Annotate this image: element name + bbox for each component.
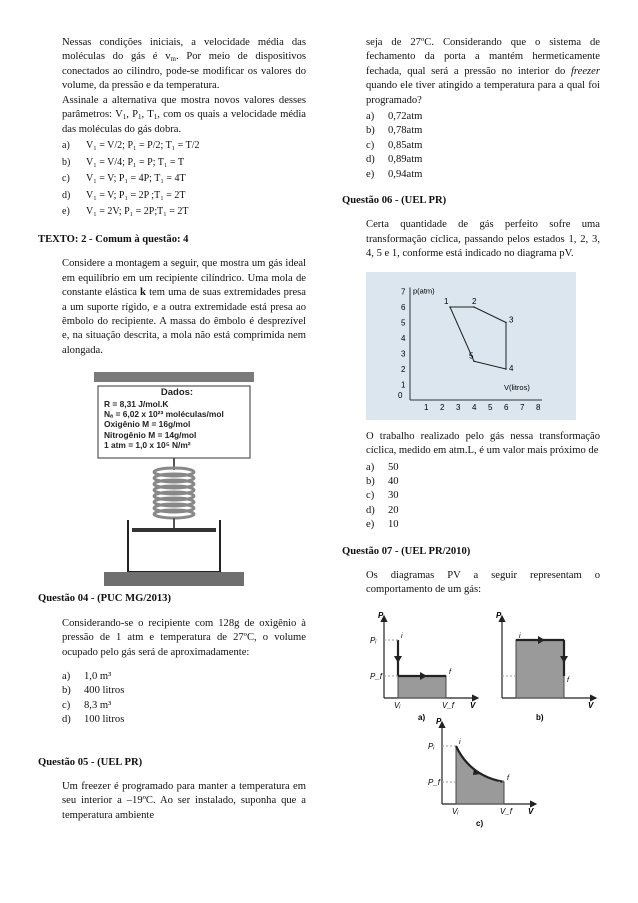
dados-text xyxy=(104,387,250,450)
q06-title: Questão 06 - (UEL PR) xyxy=(342,195,447,207)
option-b[interactable]: b) 40 xyxy=(366,475,399,487)
intro-paragraph-2: Assinale a alternativa que mostra novos valores desses parâmetros: $V_1$, $P_1$, $T_1$, com os quais a velocidade média das moléculas do gás dobra. xyxy=(62,94,306,135)
pv-cycle-chart-svg xyxy=(366,272,576,420)
pv-diagram-b xyxy=(496,611,596,722)
diagram-label-b: b) xyxy=(536,712,544,722)
label-vf: V_f xyxy=(500,806,513,816)
q06-body-2: O trabalho realizado pelo gás nessa transformação cíclica, medido em atm.L, é um valor mais próximo de xyxy=(366,430,600,457)
x-tick-label: 7 xyxy=(520,402,525,412)
option-a[interactable]: a) V₁ = V/2; P₁ = P/2; T₁ = T/2 xyxy=(62,140,200,152)
spring xyxy=(154,468,194,518)
label-pi: Pᵢ xyxy=(370,635,377,645)
option-c[interactable]: c) 0,85atm xyxy=(366,139,423,151)
x-axis-label: V(litros) xyxy=(504,382,530,392)
texto-2-title: TEXTO: 2 - Comum à questão: 4 xyxy=(38,234,189,246)
intro-paragraph: Nessas condições iniciais, a velocidade média das moléculas do gás é $v_m$. Por meio de dispositivos conectados ao cilindro, pode-se modificar os valores do volume, da pressão e da temperatura. xyxy=(62,37,306,92)
x-tick-label: 2 xyxy=(440,402,445,412)
option-c[interactable]: c) 8,3 m³ xyxy=(62,699,112,711)
dados-line: 1 atm = 1,0 x 10⁵ N/m² xyxy=(104,439,191,450)
x-tick-label: 5 xyxy=(488,402,493,412)
y-tick-label: 5 xyxy=(401,318,406,328)
q04-title: Questão 04 - (PUC MG/2013) xyxy=(38,593,171,605)
dados-title: Dados: xyxy=(160,387,194,399)
y-tick-label: 2 xyxy=(401,364,406,374)
q05-title: Questão 05 - (UEL PR) xyxy=(38,756,143,768)
q06-options xyxy=(342,461,600,533)
y-tick-label: 7 xyxy=(401,287,406,297)
label-f: f xyxy=(449,668,451,676)
rigid-support xyxy=(94,372,254,382)
option-b[interactable]: b) V₁ = V/4; P₁ = P; T₁ = T xyxy=(62,156,184,168)
y-tick-label: 3 xyxy=(401,349,406,359)
option-c[interactable]: c) 30 xyxy=(366,490,399,502)
data-point xyxy=(505,321,507,323)
q04-body: Considerando-se o recipiente com 128g de oxigênio à pressão de 1 atm e temperatura de 27ºC, o volume ocupado pelo gás será de aproximadamente: xyxy=(62,617,306,658)
texto-2-body: Considere a montagem a seguir, que mostra um gás ideal em equilíbrio em um recipiente cilíndrico. Uma mola de constante elástica k tem uma de suas extremidades presa a um suporte rígido, e a outra extremidade está presa ao êmbolo do recipiente. A massa do êmbolo é desprezível e, na situação descrita, a mola não está comprimida nem alongada. xyxy=(62,258,306,356)
q07-body: Os diagramas PV a seguir representam o comportamento de um gás: xyxy=(366,569,600,596)
label-f: f xyxy=(567,676,569,684)
pv-diagrams xyxy=(366,608,606,830)
q05-body: Um freezer é programado para manter a temperatura em seu interior a –19ºC. Ao ser instalado, suponha que a temperatura ambiente xyxy=(62,780,306,821)
diagram-label-c: c) xyxy=(476,818,484,828)
dados-line: Nₐ = 6,02 x 10²³ moléculas/mol xyxy=(104,409,224,420)
label-i: i xyxy=(401,632,403,640)
option-d[interactable]: d) 0,89atm xyxy=(366,154,423,166)
pv-diagram-c xyxy=(428,717,536,828)
label-i: i xyxy=(519,632,521,640)
option-b[interactable]: b) 0,78atm xyxy=(366,125,423,137)
option-a[interactable]: a) 50 xyxy=(366,461,399,473)
label-vi: Vᵢ xyxy=(394,700,401,710)
y-axis-label: p(atm) xyxy=(413,286,435,296)
option-a[interactable]: a) 1,0 m³ xyxy=(62,670,112,682)
data-point xyxy=(473,306,475,308)
label-i: i xyxy=(459,738,461,746)
option-d[interactable]: d) V₁ = V; P₁ = 2P ;T₁ = 2T xyxy=(62,189,186,201)
dados-line: R = 8,31 J/mol.K xyxy=(104,398,169,409)
point-label: 1 xyxy=(444,296,449,306)
dados-line: Nitrogênio M = 14g/mol xyxy=(104,429,197,440)
y-tick-label: 1 xyxy=(401,380,406,390)
axis-v: V xyxy=(470,700,476,710)
data-point xyxy=(449,306,451,308)
q05-options xyxy=(342,110,600,182)
point-label: 2 xyxy=(472,296,477,306)
cycle-segment xyxy=(474,307,506,323)
point-label: 3 xyxy=(509,315,514,325)
x-tick-label: 6 xyxy=(504,402,509,412)
left-column xyxy=(38,36,306,823)
pv-diagram-a xyxy=(370,611,478,722)
label-vi: Vᵢ xyxy=(452,806,459,816)
x-tick-label: 1 xyxy=(424,402,429,412)
data-point xyxy=(505,368,507,370)
axis-v: V xyxy=(528,806,534,816)
data-point xyxy=(473,360,475,362)
label-pf: P_f xyxy=(370,671,383,681)
option-d[interactable]: d) 20 xyxy=(366,504,399,516)
label-f: f xyxy=(507,774,509,782)
spring-cylinder-figure xyxy=(94,372,254,592)
q05-body-cont: seja de 27ºC. Considerando que o sistema de fechamento da porta a mantém hermeticamente fechada, qual será a pressão no interior do freezer quando ele tiver atingido a temperatura para a qual foi programado? xyxy=(366,37,600,106)
x-tick-label: 4 xyxy=(472,402,477,412)
option-b[interactable]: b) 400 litros xyxy=(62,685,125,697)
point-label: 4 xyxy=(509,363,514,373)
option-e[interactable]: e) V₁ = 2V; P₁ = 2P;T₁ = 2T xyxy=(62,206,189,218)
dados-line: Oxigênio M = 16g/mol xyxy=(104,419,191,430)
base xyxy=(104,572,244,586)
right-column xyxy=(342,36,600,830)
x-tick-label: 3 xyxy=(456,402,461,412)
label-pf: P_f xyxy=(428,777,441,787)
cycle-segment xyxy=(474,361,506,369)
axis-p: P xyxy=(496,610,502,620)
x-tick-label: 8 xyxy=(536,402,541,412)
axis-v: V xyxy=(588,700,594,710)
label-vf: V_f xyxy=(442,700,455,710)
y-tick-label: 4 xyxy=(401,333,406,343)
option-e[interactable]: e) 0,94atm xyxy=(366,168,423,180)
option-c[interactable]: c) V₁ = V; P₁ = 4P; T₁ = 4T xyxy=(62,173,186,185)
option-a[interactable]: a) 0,72atm xyxy=(366,111,423,123)
q07-title: Questão 07 - (UEL PR/2010) xyxy=(342,545,471,557)
axis-p: P xyxy=(378,610,384,620)
q06-body: Certa quantidade de gás perfeito sofre uma transformação cíclica, passando pelos estados 1, 2, 3, 4, 5 e 1, conforme está indicado no diagrama pV. xyxy=(366,219,600,260)
diagram-label-a: a) xyxy=(418,712,426,722)
point-label: 5 xyxy=(469,350,474,360)
piston xyxy=(132,528,216,532)
pv-cycle-chart xyxy=(366,272,576,420)
q03-options xyxy=(38,139,306,219)
q04-options xyxy=(38,670,306,728)
option-e[interactable]: e) 10 xyxy=(366,519,399,531)
option-d[interactable]: d) 100 litros xyxy=(62,714,125,726)
y-tick-label: 6 xyxy=(401,302,406,312)
label-pi: Pᵢ xyxy=(428,741,435,751)
x-tick-label: 0 xyxy=(398,390,403,400)
axis-p: P xyxy=(436,716,442,726)
pv-diagrams-svg xyxy=(366,608,606,830)
